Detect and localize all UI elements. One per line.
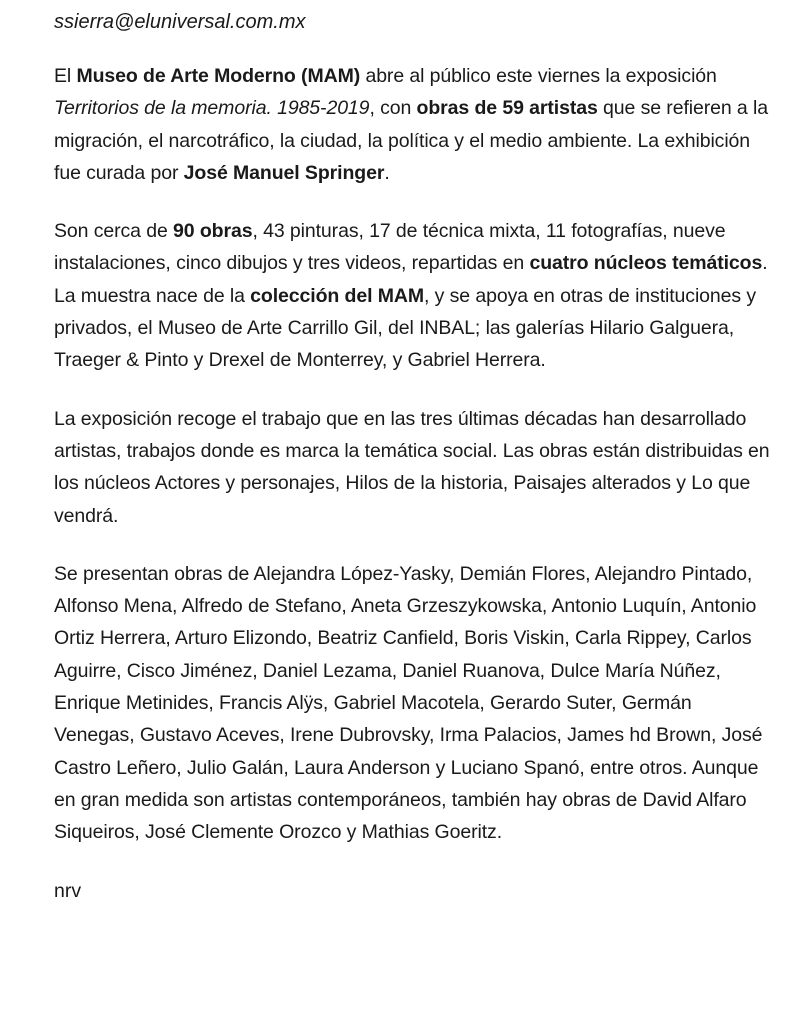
paragraph-text: , y se apoya en otras de instituciones y privados, el Museo de Arte Carrillo Gil, del INBAL; las galerías Hilario Galguera, Traeger & Pinto y Drexel de Monterrey, y Gabriel Herrera. xyxy=(54,284,757,372)
emphasis-italic-text: Territorios de la memoria. 1985-2019 xyxy=(54,97,370,120)
article-paragraph xyxy=(54,215,776,376)
emphasis-bold-text: Museo de Arte Moderno (MAM) xyxy=(76,65,361,87)
emphasis-bold-text: 90 obras xyxy=(173,220,253,243)
paragraph-text: Se presentan obras de Alejandra López-Yasky, Demián Flores, Alejandro Pintado, Alfonso Mena, Alfredo de Stefano, Aneta Grzeszykowska, Antonio Luquín, Antonio Ortiz Herrera, Arturo Elizondo, Beatriz Canfield, Boris Viskin, Carla Rippey, Carlos Aguirre, Cisco Jiménez, Daniel Lezama, Daniel Ruanova, Dulce María Núñez, Enrique Metinides, Francis Alÿs, Gabriel Macotela, Gerardo Suter, Germán Venegas, Gustavo Aceves, Irene Dubrovsky, Irma Palacios, James hd Brown, José Castro Leñero, Julio Galán, Laura Anderson y Luciano Spanó, entre otros. Aunque en gran medida son artistas contemporáneos, también hay obras de David Alfaro Siqueiros, José Clemente Orozco y Mathias Goeritz. xyxy=(54,562,763,844)
paragraph-text: que se refieren a la migración, el narcotráfico, la ciudad, la política y el medio ambiente. La exhibición fue curada por xyxy=(54,97,768,184)
article-paragraph xyxy=(54,60,776,189)
paragraph-text: . xyxy=(384,161,390,184)
paragraph-text: Son cerca de xyxy=(54,220,174,243)
article-paragraph xyxy=(54,403,776,532)
paragraph-text: , 43 pinturas, 17 de técnica mixta, 11 fotografías, nueve instalaciones, cinco dibujos y tres videos, repartidas en xyxy=(54,220,726,275)
emphasis-bold-text: obras de 59 artistas xyxy=(416,97,598,120)
emphasis-bold-text: José Manuel Springer xyxy=(183,161,385,184)
author-email: ssierra@eluniversal.com.mx xyxy=(54,11,306,33)
emphasis-bold-text: colección del MAM xyxy=(250,284,425,307)
paragraph-text: , con xyxy=(369,97,417,120)
paragraph-text: El xyxy=(54,65,77,87)
paragraph-text: abre al público este viernes la exposición xyxy=(360,65,717,87)
paragraph-text: La exposición recoge el trabajo que en las tres últimas décadas han desarrollado artistas, trabajos donde es marca la temática social. Las obras están distribuidas en los núcleos Actores y personajes, Hilos de la historia, Paisajes alterados y Lo que vendrá. xyxy=(54,407,770,527)
emphasis-bold-text: cuatro núcleos temáticos xyxy=(529,252,763,275)
paragraph-text: . La muestra nace de la xyxy=(54,252,768,307)
author-initials: nrv xyxy=(54,879,82,902)
article-paragraph xyxy=(54,558,776,849)
